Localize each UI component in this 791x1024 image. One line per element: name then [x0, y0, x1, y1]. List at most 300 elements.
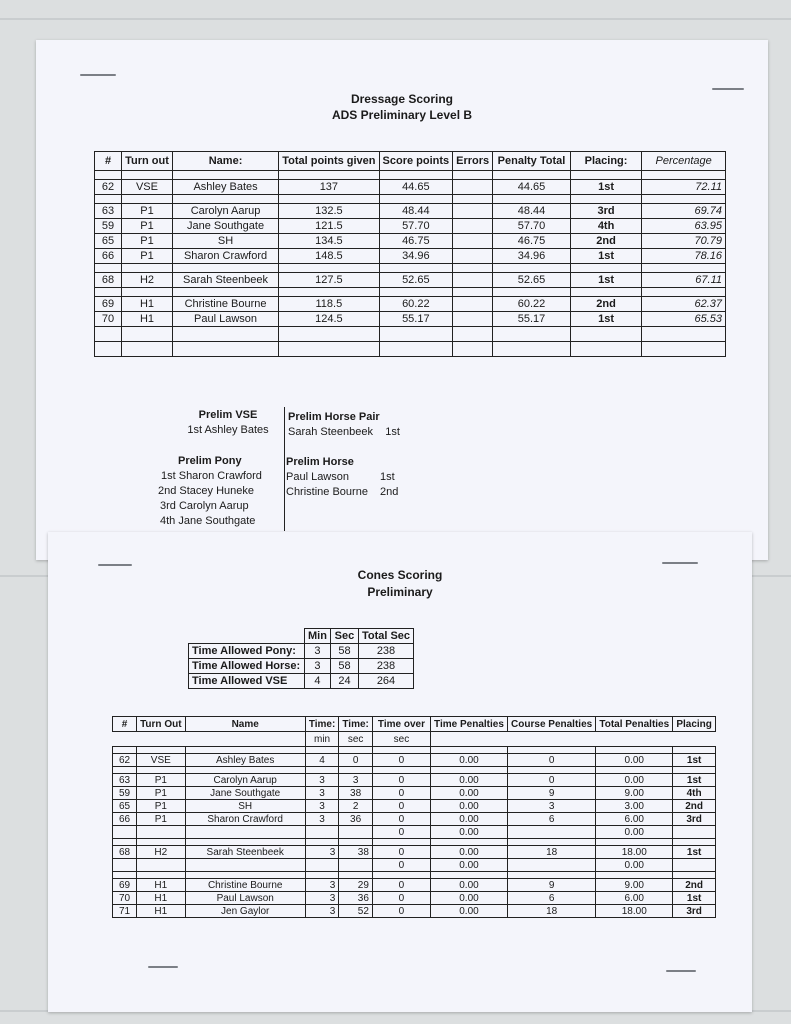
time-penalties: 0.00	[430, 859, 507, 872]
turn-out: H2	[137, 846, 186, 859]
dressage-subtitle: ADS Preliminary Level B	[331, 108, 473, 122]
empty-cell	[596, 732, 673, 747]
empty-cell	[453, 288, 493, 297]
table-row	[113, 800, 716, 813]
empty-cell	[279, 195, 379, 204]
table-row	[189, 644, 414, 659]
empty-cell	[137, 747, 186, 754]
time-over: 0	[372, 754, 430, 767]
table-row	[113, 879, 716, 892]
staple	[98, 564, 132, 566]
empty-cell	[113, 872, 137, 879]
table-row	[113, 892, 716, 905]
turn-out: P1	[122, 219, 173, 234]
total-seconds: 238	[358, 644, 413, 659]
placing: 2nd	[570, 297, 642, 312]
time-penalties: 0.00	[430, 813, 507, 826]
turn-out: P1	[137, 787, 186, 800]
total-penalties: 0.00	[596, 754, 673, 767]
competitor-name: Sharon Crawford	[172, 249, 278, 264]
empty-cell	[95, 327, 122, 342]
minutes: 3	[305, 644, 331, 659]
summary-place: 2nd	[380, 486, 399, 498]
penalty-total: 57.70	[493, 219, 571, 234]
total-penalties: 9.00	[596, 787, 673, 800]
time-label: Time Allowed Horse:	[189, 659, 305, 674]
entry-number: 65	[95, 234, 122, 249]
header-placing: Placing	[673, 717, 716, 732]
table-row	[95, 297, 726, 312]
total-penalties: 0.00	[596, 859, 673, 872]
time-over: 0	[372, 813, 430, 826]
empty-cell	[453, 195, 493, 204]
empty-cell	[453, 171, 493, 180]
time-penalties: 0.00	[430, 800, 507, 813]
entry-number: 71	[113, 905, 137, 918]
time-min	[305, 826, 339, 839]
competitor-name: Sharon Crawford	[185, 813, 305, 826]
entry-number: 59	[113, 787, 137, 800]
empty-cell	[185, 767, 305, 774]
turn-out: H1	[122, 312, 173, 327]
score-points: 60.22	[379, 297, 453, 312]
time-over: 0	[372, 905, 430, 918]
percentage: 78.16	[642, 249, 726, 264]
competitor-name: Sarah Steenbeek	[172, 273, 278, 288]
placing: 1st	[673, 754, 716, 767]
empty-cell	[673, 747, 716, 754]
empty-cell	[493, 342, 571, 357]
empty-cell	[507, 839, 595, 846]
summary-prelim-vse	[178, 408, 278, 438]
summary-heading: Prelim VSE	[198, 409, 258, 421]
errors	[453, 249, 493, 264]
time-min: 3	[305, 787, 339, 800]
penalty-total: 55.17	[493, 312, 571, 327]
empty-cell	[596, 839, 673, 846]
empty-cell	[279, 342, 379, 357]
time-allowed-table	[188, 628, 414, 689]
placing	[673, 859, 716, 872]
competitor-name: Jen Gaylor	[185, 905, 305, 918]
empty-cell	[95, 288, 122, 297]
table-row	[113, 754, 716, 767]
empty-cell	[642, 171, 726, 180]
turn-out: P1	[137, 774, 186, 787]
empty-cell	[113, 839, 137, 846]
turn-out: VSE	[122, 180, 173, 195]
empty-cell	[379, 327, 453, 342]
total-penalties: 18.00	[596, 905, 673, 918]
placing: 1st	[673, 892, 716, 905]
competitor-name: Jane Southgate	[185, 787, 305, 800]
empty-cell	[95, 264, 122, 273]
header-min: Min	[305, 629, 331, 644]
empty-cell	[172, 342, 278, 357]
turn-out: H1	[137, 879, 186, 892]
time-sec: 38	[339, 846, 373, 859]
time-min: 3	[305, 892, 339, 905]
header-name: Name	[185, 717, 305, 732]
summary-name: Paul Lawson	[286, 471, 349, 483]
minutes: 3	[305, 659, 331, 674]
empty-cell	[507, 747, 595, 754]
errors	[453, 219, 493, 234]
empty-cell	[122, 264, 173, 273]
empty-cell	[339, 747, 373, 754]
group-spacer	[95, 264, 726, 273]
course-penalties: 9	[507, 787, 595, 800]
penalty-total: 46.75	[493, 234, 571, 249]
time-sec: 2	[339, 800, 373, 813]
cones-results-table	[112, 716, 716, 918]
group-spacer	[113, 839, 716, 846]
time-sec: 38	[339, 787, 373, 800]
seconds: 58	[330, 644, 358, 659]
errors	[453, 273, 493, 288]
dressage-title: Dressage Scoring	[350, 92, 454, 106]
time-min: 3	[305, 905, 339, 918]
turn-out: H2	[122, 273, 173, 288]
summary-line: 2nd Stacey Huneke	[158, 485, 255, 497]
summary-heading: Prelim Pony	[178, 455, 242, 467]
empty-cell	[507, 732, 595, 747]
empty-cell	[453, 327, 493, 342]
placing: 1st	[570, 312, 642, 327]
group-spacer	[113, 747, 716, 754]
table-row	[95, 234, 726, 249]
empty-cell	[596, 747, 673, 754]
time-over: 0	[372, 774, 430, 787]
percentage: 62.37	[642, 297, 726, 312]
empty-cell	[570, 264, 642, 273]
penalty-total: 48.44	[493, 204, 571, 219]
empty-cell	[185, 872, 305, 879]
total-penalties: 0.00	[596, 826, 673, 839]
time-over: 0	[372, 826, 430, 839]
competitor-name: Christine Bourne	[172, 297, 278, 312]
header-turn-out: Turn Out	[137, 717, 186, 732]
empty-cell	[570, 342, 642, 357]
competitor-name: Christine Bourne	[185, 879, 305, 892]
group-spacer	[95, 288, 726, 297]
total-points: 132.5	[279, 204, 379, 219]
cones-title: Cones Scoring	[357, 568, 443, 582]
time-sec	[339, 859, 373, 872]
time-min: 3	[305, 879, 339, 892]
empty-cell	[570, 195, 642, 204]
total-points: 137	[279, 180, 379, 195]
empty-cell	[596, 767, 673, 774]
competitor-name: Ashley Bates	[172, 180, 278, 195]
score-points: 34.96	[379, 249, 453, 264]
entry-number: 63	[113, 774, 137, 787]
empty-cell	[570, 327, 642, 342]
time-over: 0	[372, 787, 430, 800]
header-name: Name:	[172, 152, 278, 171]
time-sec	[339, 826, 373, 839]
empty-row	[95, 342, 726, 357]
empty-cell	[379, 342, 453, 357]
subheader-min: min	[305, 732, 339, 747]
header-time-over: Time over	[372, 717, 430, 732]
header-turn-out: Turn out	[122, 152, 173, 171]
percentage: 70.79	[642, 234, 726, 249]
summary-prelim-horse-pair	[288, 410, 448, 440]
competitor-name: Carolyn Aarup	[172, 204, 278, 219]
header-time: Time:	[305, 717, 339, 732]
percentage: 67.11	[642, 273, 726, 288]
empty-cell	[339, 872, 373, 879]
empty-cell	[430, 747, 507, 754]
placing: 1st	[570, 249, 642, 264]
empty-cell	[642, 264, 726, 273]
entry-number: 70	[113, 892, 137, 905]
summary-line: 4th Jane Southgate	[160, 515, 256, 527]
time-penalties: 0.00	[430, 905, 507, 918]
errors	[453, 234, 493, 249]
header-penalty-total: Penalty Total	[493, 152, 571, 171]
turn-out	[137, 826, 186, 839]
time-penalties: 0.00	[430, 787, 507, 800]
empty-cell	[379, 195, 453, 204]
placing: 2nd	[570, 234, 642, 249]
time-over: 0	[372, 846, 430, 859]
empty-cell	[673, 732, 716, 747]
total-points: 134.5	[279, 234, 379, 249]
empty-cell	[137, 732, 186, 747]
placing: 4th	[673, 787, 716, 800]
table-row	[113, 846, 716, 859]
summary-line	[286, 485, 446, 500]
turn-out: H1	[137, 905, 186, 918]
group-spacer	[95, 171, 726, 180]
empty-cell	[642, 342, 726, 357]
table-row	[113, 905, 716, 918]
summary-place: 1st	[385, 426, 400, 438]
empty-cell	[137, 839, 186, 846]
table-row	[113, 787, 716, 800]
empty-cell	[673, 767, 716, 774]
competitor-name: Carolyn Aarup	[185, 774, 305, 787]
placing: 1st	[673, 846, 716, 859]
penalty-total: 52.65	[493, 273, 571, 288]
dressage-results-table	[94, 151, 726, 357]
empty-cell	[113, 732, 137, 747]
cones-subtitle: Preliminary	[367, 585, 433, 599]
header-total-penalties: Total Penalties	[596, 717, 673, 732]
time-penalties: 0.00	[430, 892, 507, 905]
seconds: 24	[330, 674, 358, 689]
course-penalties: 3	[507, 800, 595, 813]
empty-cell	[493, 264, 571, 273]
empty-cell	[113, 747, 137, 754]
entry-number	[113, 859, 137, 872]
minutes: 4	[305, 674, 331, 689]
time-penalties: 0.00	[430, 879, 507, 892]
course-penalties: 6	[507, 892, 595, 905]
empty-cell	[137, 767, 186, 774]
empty-cell	[95, 195, 122, 204]
empty-cell	[430, 839, 507, 846]
empty-cell	[642, 327, 726, 342]
header-: #	[113, 717, 137, 732]
turn-out: H1	[122, 297, 173, 312]
turn-out: P1	[122, 204, 173, 219]
summary-name: Christine Bourne	[286, 486, 368, 498]
header-course-penalties: Course Penalties	[507, 717, 595, 732]
course-penalties: 9	[507, 879, 595, 892]
empty-cell	[122, 171, 173, 180]
empty-cell	[430, 767, 507, 774]
summary-line: 1st Sharon Crawford	[161, 470, 262, 482]
score-points: 57.70	[379, 219, 453, 234]
staple	[80, 74, 116, 76]
time-min	[305, 859, 339, 872]
time-sec: 52	[339, 905, 373, 918]
empty-cell	[339, 839, 373, 846]
competitor-name: Paul Lawson	[172, 312, 278, 327]
table-row	[95, 204, 726, 219]
errors	[453, 312, 493, 327]
header-placing: Placing:	[570, 152, 642, 171]
penalty-total: 44.65	[493, 180, 571, 195]
time-penalties: 0.00	[430, 826, 507, 839]
empty-cell	[372, 872, 430, 879]
competitor-name	[185, 826, 305, 839]
empty-cell	[673, 872, 716, 879]
time-min: 3	[305, 774, 339, 787]
summary-place: 1st	[380, 471, 395, 483]
empty-cell	[305, 767, 339, 774]
entry-number: 69	[95, 297, 122, 312]
turn-out: VSE	[137, 754, 186, 767]
header-total-sec: Total Sec	[358, 629, 413, 644]
total-points: 121.5	[279, 219, 379, 234]
empty-cell	[122, 195, 173, 204]
placing: 4th	[570, 219, 642, 234]
empty-cell	[189, 629, 305, 644]
time-label: Time Allowed VSE	[189, 674, 305, 689]
total-seconds: 264	[358, 674, 413, 689]
group-spacer	[95, 195, 726, 204]
competitor-name: Paul Lawson	[185, 892, 305, 905]
staple	[662, 562, 698, 564]
empty-cell	[430, 872, 507, 879]
placing: 3rd	[673, 813, 716, 826]
empty-cell	[493, 288, 571, 297]
time-over: 0	[372, 879, 430, 892]
empty-cell	[95, 171, 122, 180]
total-penalties: 6.00	[596, 892, 673, 905]
course-penalties	[507, 859, 595, 872]
score-points: 48.44	[379, 204, 453, 219]
table-row	[113, 826, 716, 839]
staple	[666, 970, 696, 972]
total-penalties: 3.00	[596, 800, 673, 813]
empty-cell	[570, 171, 642, 180]
empty-cell	[185, 732, 305, 747]
percentage: 72.11	[642, 180, 726, 195]
competitor-name: Ashley Bates	[185, 754, 305, 767]
placing: 1st	[673, 774, 716, 787]
turn-out: P1	[122, 249, 173, 264]
empty-cell	[172, 195, 278, 204]
table-row	[95, 312, 726, 327]
course-penalties: 6	[507, 813, 595, 826]
turn-out	[137, 859, 186, 872]
empty-cell	[172, 171, 278, 180]
empty-cell	[172, 327, 278, 342]
summary-prelim-horse	[286, 455, 446, 500]
header-errors: Errors	[453, 152, 493, 171]
empty-cell	[493, 327, 571, 342]
summary-heading: Prelim Horse	[286, 456, 354, 468]
table-row	[95, 180, 726, 195]
entry-number: 63	[95, 204, 122, 219]
header-score-points: Score points	[379, 152, 453, 171]
placing: 2nd	[673, 879, 716, 892]
competitor-name: SH	[185, 800, 305, 813]
entry-number: 62	[95, 180, 122, 195]
empty-cell	[172, 288, 278, 297]
subheader-sec: sec	[372, 732, 430, 747]
empty-cell	[642, 195, 726, 204]
table-row	[95, 219, 726, 234]
empty-cell	[379, 171, 453, 180]
empty-cell	[507, 872, 595, 879]
empty-cell	[95, 342, 122, 357]
entry-number: 59	[95, 219, 122, 234]
group-spacer	[113, 767, 716, 774]
time-sec: 36	[339, 892, 373, 905]
subheader-sec: sec	[339, 732, 373, 747]
total-points: 118.5	[279, 297, 379, 312]
entry-number: 66	[113, 813, 137, 826]
time-penalties: 0.00	[430, 846, 507, 859]
empty-cell	[137, 872, 186, 879]
summary-line: 1st Ashley Bates	[187, 424, 269, 436]
empty-cell	[113, 767, 137, 774]
empty-cell	[372, 747, 430, 754]
time-over: 0	[372, 892, 430, 905]
summary-heading: Prelim Horse Pair	[288, 411, 380, 423]
entry-number: 68	[95, 273, 122, 288]
table-row	[113, 859, 716, 872]
entry-number: 62	[113, 754, 137, 767]
total-penalties: 0.00	[596, 774, 673, 787]
competitor-name: SH	[172, 234, 278, 249]
errors	[453, 204, 493, 219]
table-row	[113, 774, 716, 787]
summary-prelim-pony	[158, 454, 288, 529]
turn-out: H1	[137, 892, 186, 905]
score-points: 52.65	[379, 273, 453, 288]
course-penalties: 0	[507, 774, 595, 787]
empty-cell	[372, 767, 430, 774]
percentage: 65.53	[642, 312, 726, 327]
empty-row	[95, 327, 726, 342]
percentage: 69.74	[642, 204, 726, 219]
time-sec: 36	[339, 813, 373, 826]
placing: 2nd	[673, 800, 716, 813]
turn-out: P1	[137, 813, 186, 826]
entry-number: 66	[95, 249, 122, 264]
competitor-name: Sarah Steenbeek	[185, 846, 305, 859]
table-row	[189, 659, 414, 674]
header-sec: Sec	[330, 629, 358, 644]
header-percentage: Percentage	[642, 152, 726, 171]
